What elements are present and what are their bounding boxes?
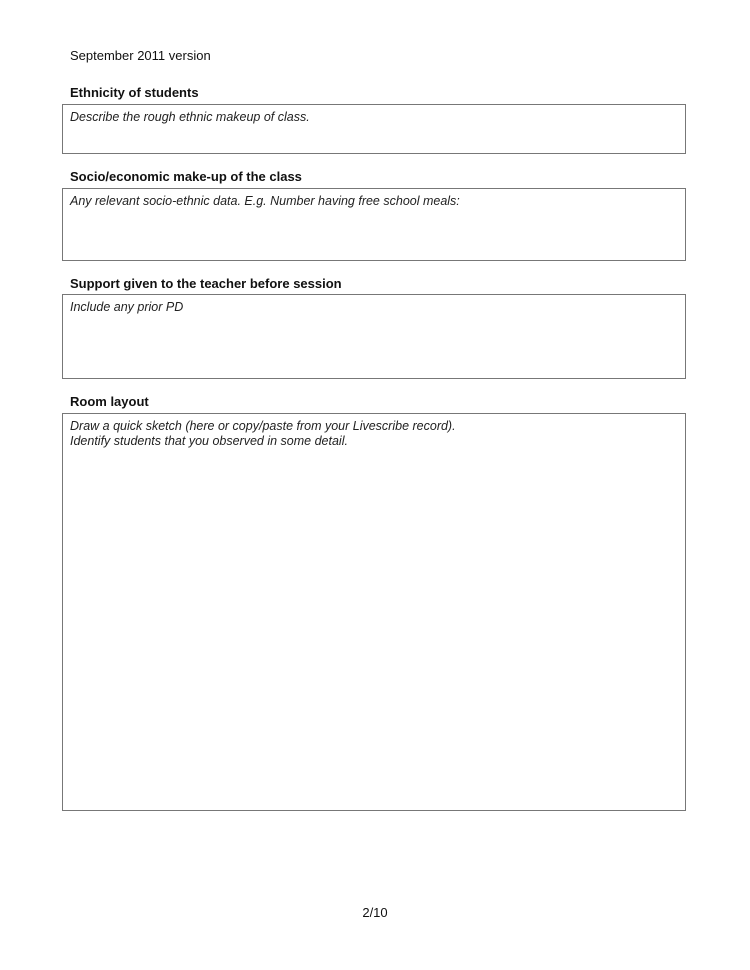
heading-ethnicity: Ethnicity of students	[70, 85, 199, 100]
socioeconomic-field[interactable]	[62, 188, 686, 261]
page-number: 2/10	[362, 905, 388, 920]
heading-room-layout: Room layout	[70, 394, 149, 409]
room-layout-prompt-2: Identify students that you observed in some detail.	[70, 434, 348, 448]
room-layout-prompt: Draw a quick sketch (here or copy/paste from your Livescribe record).	[70, 419, 456, 433]
ethnicity-field[interactable]	[62, 104, 686, 154]
version-label: September 2011 version	[70, 48, 211, 63]
ethnicity-prompt: Describe the rough ethnic makeup of class.	[70, 110, 310, 124]
heading-socioeconomic: Socio/economic make-up of the class	[70, 169, 302, 184]
room-layout-field[interactable]	[62, 413, 686, 811]
heading-support: Support given to the teacher before session	[70, 276, 342, 291]
socioeconomic-prompt: Any relevant socio-ethnic data. E.g. Number having free school meals:	[70, 194, 460, 208]
support-field[interactable]	[62, 294, 686, 379]
support-prompt: Include any prior PD	[70, 300, 184, 314]
